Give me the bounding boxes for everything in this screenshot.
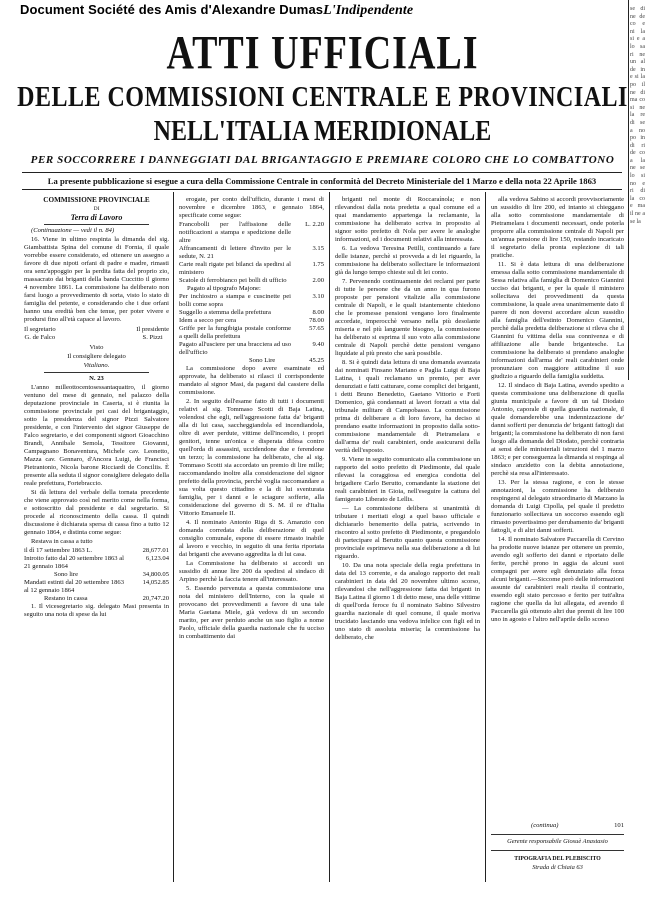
paragraph: erogate, per conto dell'ufficio, durante i mesi di novembre e dicembre 1863, e gennaio 1864, specificate come segue: xyxy=(179,196,324,219)
paragraph: briganti nel monte di Roccaraínola; e non rilevandosi dalla nota predetta a qual comune ed a quai mandamento appartenga la reclamante, la commissione ha deliberato scriva in proposito al signor sotto prefetto di Nola per avere le analoghe informazioni, ed i documenti relativi alla interessata. xyxy=(335,196,480,243)
column-1 xyxy=(24,196,169,886)
paragraph: La commissione dopo avere esaminate ed approvate, ha deliberato si rilasci il corrispondente mandato al signor Masi, da pagarsi dal cassiere della commissione. xyxy=(179,365,324,396)
expense-total: Sono Lire 45.25 xyxy=(249,357,324,364)
paragraph: alla vedova Sabino si accordi provvisoriamente un sussidio di lire 200, ed intanto si chieggano alla sotto commissione mandamentale di Pietramelara i documenti necessari, onde poterla proporre alla commissione centrale di Napoli per un'annua pensione di lire 150, restando incaricato il segretario della pronta esplezione di tali pratiche. xyxy=(491,196,624,259)
visto-role: Il consigliere delegato xyxy=(67,353,126,360)
masthead-title: ATTI UFFICIALI xyxy=(166,27,479,80)
printer-address: Strada di Chiaia 63 xyxy=(532,864,583,871)
notice-top-rule xyxy=(22,172,622,173)
expense-row: Francobolli per l'affissione delle notificazioni a stampa e spedizione delle altre L. 2.20 xyxy=(179,221,324,244)
expense-row: Scatole di ferrobianco pei bolli di ufficio 2.00 xyxy=(179,277,324,284)
paragraph: 12. Il sindaco di Baja Latina, avendo spedito a questa commissione una deliberazione di quella giunta municipale a favore di un tal Diodato Antonio, caporale di quella guardia nazionale, il quale domanderebbe una indennizzazione de' danni sofferti per denunzia de' briganti fattogli dai briganti; la commissione ha deliberato di non farsi luogo alla domanda del Diodato, perchè contraria ai sensi delle ministeriali istruzioni del 1 marzo 1863; e per conseguenza la dimanda si respinga al sindaco anzidetto con la debita annotazione, perchè sia resa all'interessato. xyxy=(491,382,624,477)
paragraph: L'anno milleottocentosessantaquattro, il giorno ventuno del mese di gennaio, nel palazzo della deputazione provinciale in Caserta, si è riunita la commissione provinciale pei casi del brigantaggio, sotto la presidenza del signor Pizzi Salvatore presidente, e con l'intervento dei signor Giuseppe de Falco segretario, e dei componenti signori Gioacchino Brandi, Annibale Semola, Tessitore Giovanni, Campagnano Bonaventura, Michele cav. Leonetto, Mazza cav. Gennaro, d'Ancora Luigi, de Francisci Pietrantonio, Nicola barone Ricciardi de Conciliis. È presente alla seduta il signor consigliere delegato della reale prefettura, Fortebraccio. xyxy=(24,384,169,487)
section-divider xyxy=(44,372,149,373)
notice-bottom-rule xyxy=(22,189,622,190)
paragraph: 4. Il nominato Antonio Riga di S. Amanzio con domanda corredata della deliberazione di quel consiglio comunale, espone di essere rimasto inabile al lavoro e vecchio, in seguito di una ferita riportata dai briganti che avevano aggredita la di lui casa. xyxy=(179,519,324,558)
cash-row: Sono lire 34,800.05 xyxy=(54,571,169,578)
watermark-paper-title: L'Indipendente xyxy=(323,3,414,18)
expense-row: Suggello a stemma della prefettura 8.00 xyxy=(179,309,324,316)
section-divider xyxy=(44,224,149,225)
continued-number: 101 xyxy=(614,822,624,829)
signatures xyxy=(24,326,169,342)
document-watermark xyxy=(20,2,413,19)
paragraph: 1. Il vicesegretario sig. delegato Masi presenta in seguito una nota di spese da lui xyxy=(24,603,169,618)
paragraph: Si dà lettura del verbale della tornata precedente che viene approvato così nel merito come nella forma, e sottoscritto dal presidente e dal segretario. Si procede al riconoscimento della cassa. Il quindi discussione è dichiarata spersa di cassa fino a tutto 12 gennaio 1864, e distinta come segue: xyxy=(24,489,169,536)
visto-label: Visto xyxy=(89,344,104,351)
cash-title: Restava in cassa a tutto xyxy=(31,538,93,545)
paragraph: 10. Da una nota speciale della regia prefettura in data del 13 corrente, e da analogo rapporto dei reali carabinieri in data del 20 novembre ultimo scorso, rilevandosi che nell'aggressione fatta dai briganti in Baja Latina il giorno 1 di detto mese, una delle vittime di quell'orda feroce fu il nominato Sabino Silvestro guardia nazionale di quel comune, il quale moriva trucidato lasciando una vedova infelice con figli ed in uno stato di assoluta miseria; la commissione ha deliberato, che xyxy=(335,562,480,641)
footer-rule xyxy=(491,850,624,851)
column-2 xyxy=(179,196,324,886)
signature-name: S. Pizzi xyxy=(142,334,163,341)
watermark-prefix: Document Société des Amis d'Alexandre Dumas xyxy=(20,2,324,17)
expense-row: Pagato al tipografo Majone: xyxy=(187,285,261,292)
continued-line xyxy=(491,822,624,829)
cash-row: Introito fatto dal 20 settembre 1863 al 21 gennaio 1864 6,123.04 xyxy=(24,555,169,570)
expense-row: Idem a secco per cera 78.00 xyxy=(179,317,324,324)
expense-row: Affrancamenti di lettere d'invito per le sedute, N. 21 3.15 xyxy=(179,245,324,260)
adjacent-page-strip: se di ne de co e ni la si e a lo sa ri ne un al de in e si la po il ne di ma co si ne la re di se a no po in di ri de co a la ne se lo si no e ri di la co e ma il ne a se la xyxy=(630,6,645,225)
visto-name: Vitaliano. xyxy=(83,362,110,369)
signature-right xyxy=(136,326,169,342)
printer-name: TIPOGRAFIA DEL PLEBISCITO xyxy=(514,856,601,862)
paragraph: 7. Pervenendo continuamente dei reclami per parte di tutte le persone che da un anno in qua furono proposte per pensioni vitalizie alla commissione centrale di Napoli, e le quali istantemente chiedono che le promesse pensioni vengano loro finalmente accordate, imperocchè versano nella più desolante miseria e nel più languente bisogno, la commissione ha deliberato si esprima il suo voto alla commissione centrale di Napoli perchè dette pensioni vengano liquidate al più presto che sarà possibile. xyxy=(335,278,480,357)
paragraph: 14. Il nominato Salvatore Paccarella di Cervino ha prodotte nuove istanze per ottenere un premio, avendo egli sofferto dei danni e riportato delle ferite, perchè prono in aggia da alcuni suoi compagni per avere egli denunziato alla forza alcuni briganti.—Siccome però delle informazioni assunte da' carabinieri reali risulta il contrario, essendo egli stato percosso e ferito per tutt'altra ragione che quella da lui allegata, ed avendo il Paccarella già ottenuto altri due premii di lire 100 uno in agosto e l'altro nell'aprile dello scorso xyxy=(491,536,624,623)
signature-role: Il segretario xyxy=(24,326,56,333)
cash-row: Restano in cassa 20,747.20 xyxy=(44,595,169,602)
expense-row: Pagato all'usciere per una bracciera ad uso dell'ufficio 9.40 xyxy=(179,341,324,356)
column-rule xyxy=(173,192,174,882)
cash-row: Mandati estinti dal 20 settembre 1863 al 12 gennaio 1864 14,052.85 xyxy=(24,579,169,594)
masthead-region: NELL'ITALIA MERIDIONALE xyxy=(153,116,492,148)
expense-row: Griffe per la fungibigia postale conforme a quelli della prefettura 57.65 xyxy=(179,325,324,340)
column-rule xyxy=(329,192,330,882)
commission-place: Terra di Lavoro xyxy=(70,213,123,222)
masthead-purpose: PER SOCCORRERE I DANNEGGIATI DAL BRIGANTAGGIO E PREMIARE COLORO CHE LO COMBATTONO xyxy=(30,154,615,166)
record-number: N. 23 xyxy=(89,375,104,382)
continued-label: (continua) xyxy=(531,822,559,829)
paragraph: 6. La vedova Teresina Petilli, continuando a fare delle istanze, perchè si provveda a di lei riguardo, la commissione ha deliberato sollecitare le informazioni già da lungo tempo chieste sul di lei conto. xyxy=(335,245,480,276)
expense-row: Per inchiostro a stampa e cuscinette pei bolli come sopra 3.10 xyxy=(179,293,324,308)
expense-row: Carte reali rigate pei bilanci da spedirsi al ministero 1.75 xyxy=(179,261,324,276)
paragraph: 9. Viene in seguito comunicato alla commissione un rapporto del sotto prefetto di Piedimonte, dal quale rilevasi la coraggiosa ed energica condotta del brigadiere Carlo Berutto, comandante la stazione dei reali carabinieri in Gioia, nell'eseguire la cattura del famigerato Liberato de Lellis. xyxy=(335,456,480,503)
paragraph: 2. In seguito dell'esame fatto di tutti i documenti relativi al sig. Tommaso Scotti di Baja Latina, volendosi che egli, nell'aggressione fatta da' briganti alla di lui casa, saccheggiandola ed incendiandola, oltre di aver perdute, vittime dell'incendio, i propri genitori, tenne un'onica e disperata difesa contro quell'orda di assassini, uccidendone due e ferendone un terzo; la commissione ha deliberato, che al sig. Tommaso Scotti sia accordato un premio di lire mille; raccomandando inoltre alla considerazione del signor prefetto della provincia, perchè voglia raccomandare a sua volta questo cittadino e la di lui sventurata famiglia, per i danni e le sciagure sofferte, alla considerazione del governo di S. M. il re d'Italia Vittorio Emanuele II. xyxy=(179,398,324,517)
signature-role: Il presidente xyxy=(136,326,169,333)
column-4 xyxy=(491,196,624,816)
paragraph: 13. Per la stessa ragione, e con le stesse annotazioni, la commissione ha deliberato respingersi al delegato straordinario di Marzano la domanda di Luigi Cipolla, pel quale il predetto funzionario sollecitava un soccorso essendo egli rimasto povertissimo per derubamento da' briganti fattogli, e di altri danni sofferti. xyxy=(491,479,624,534)
signature-left xyxy=(24,326,56,342)
paragraph: La Commissione ha deliberato si accordi un sussidio di annue lire 200 da spedirsi al sindaco di Arpino perchè la faccia tenere all'interessato. xyxy=(179,560,324,583)
paragraph: 16. Viene in ultimo respinta la dimanda del sig. Giambattista Spina del comune di Fornia, il quale vorrebbe essere considerato, ed ottenere un assegno a favore di due nipoti orfani di padre e madre, rimasti ora senz'appoggio per la perdita fatta del proprio zio, massacrato dai briganti della banda Cuccitto il giorno 4 novembre 1861. La commissione ha deliberato non farsi luogo a provvedimento di sorta, visto lo stato di famiglia del petente, e considerando che i due orfani hanno una eredità ben che tenue, per poter vivere e prodursi fino all'età capace al lavoro. xyxy=(24,236,169,323)
column-3 xyxy=(335,196,480,886)
commission-di: DI xyxy=(93,206,100,212)
publication-notice: La presente pubblicazione si esegue a cura della Commissione Centrale in conformità del Decreto Ministeriale del 1 Marzo e della nota 22 Aprile 1863 xyxy=(47,176,597,186)
paragraph: 5. Essendo pervenuta a questa commissione una nota del ministero dell'Interno, con la quale si provocano dei provvedimenti a favore di una tale Maria Gaetana Miele, già vedova di un secondo marito, per aver perduto anche un suo figlio a nome Paolo, ufficiale della guardia nazionale che fu ucciso in combattimento dai xyxy=(179,585,324,640)
gerente-line: Gerente responsabile Giosuè Anastasio xyxy=(507,838,608,845)
footer-rule xyxy=(491,834,624,835)
masthead-subtitle: DELLE COMMISSIONI CENTRALE E PROVINCIALI xyxy=(17,82,628,114)
cash-row: il dì 17 settembre 1863 L. 28,677.01 xyxy=(24,547,169,554)
commission-heading: COMMISSIONE PROVINCIALE xyxy=(43,196,150,204)
paragraph: 11. Si è data lettura di una deliberazione emessa dalla sotto commissione mandamentale di Sessa relativa alla famiglia di Domenico Giannini ucciso dai briganti, e per la quale il ministero sollecitava dei provvedimenti da questa commissione, la quale avea unanimemente dato il parere di non doversi accordare alcun sussidio alla famiglia dell'estinto Domenico Giannini, perchè dalla predetta deliberazione si rileva che il Giannini fu vittima della sua connivenza e di affiliazione alle bande brigantesche. La commissione ha deliberato si prendano analoghe informazioni dall'arma de' reali carabinieri onde pronunziare con maggiore attitudine il suo giudizio a riguardo della famiglia suddetta. xyxy=(491,261,624,380)
paragraph: — La commissione delibera si unanimità di tributare i meritati elogi a quel basso ufficiale e dichiararlo benemerito della patria, scrivendo in riscontro al sotto prefetto di Piedimonte, e pregandolo di partecipare al Berutto quanto questa commissione provinciale esprimeva nella sua deliberazione a di lui riguardo. xyxy=(335,505,480,560)
column-rule xyxy=(485,192,486,882)
signature-name: G. de Falco xyxy=(24,334,56,341)
continuation-note: (Continuazione — vedi il n. 84) xyxy=(31,227,115,234)
paragraph: 8. Si è quindi data lettura di una domanda avanzata dai nominati Finsano Mariano e Paglia Luigi di Baja Latina, i quali reclamano un premio, per aver denunziati e fatti catturare, come complici dei briganti, i detti Bruno Benedetto, Gaetano Vittorio e Forti Domenico, già condannati ai lavori forzati a vita dal tribunale militare di Campobasso. La commissione prima di deliberare a di loro favore, ha deciso si prendano esatte informazioni in proposito dalla sotto-commissione mandamentale di Pietramelara e dall'arma de' reali carabinieri, onde assicurarsi della verità dell'esposto. xyxy=(335,359,480,454)
